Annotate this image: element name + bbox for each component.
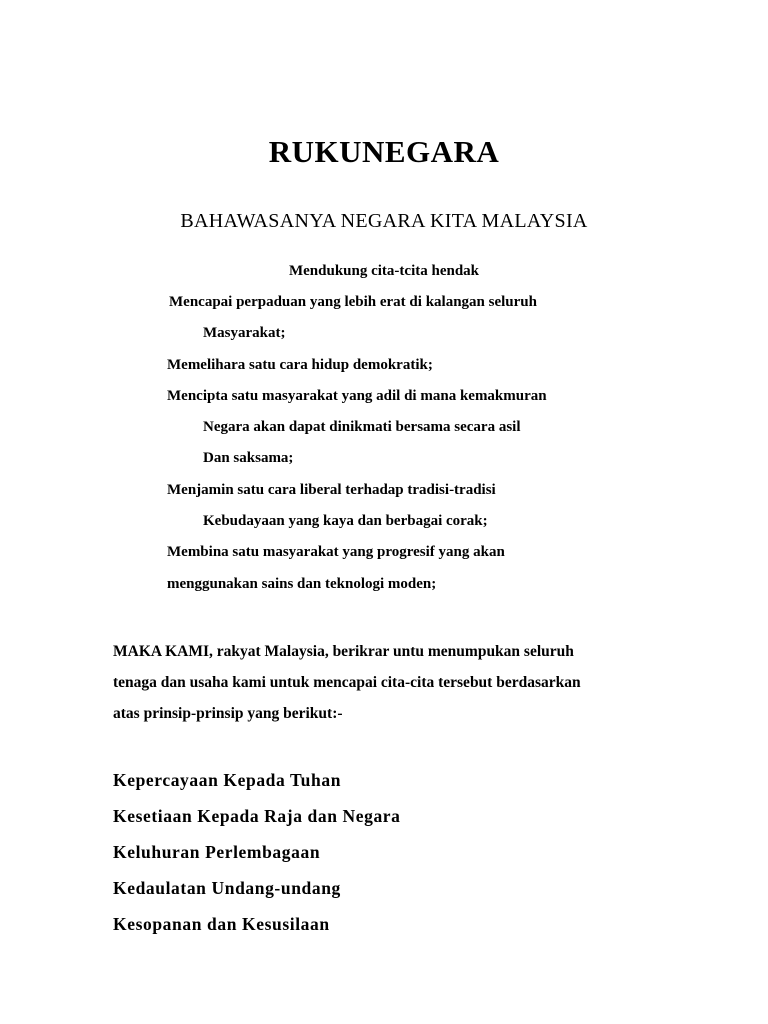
principle-item: Kedaulatan Undang-undang xyxy=(113,878,341,898)
principle-item: Kesopanan dan Kesusilaan xyxy=(113,914,330,934)
aim-line: menggunakan sains dan teknologi moden; xyxy=(167,576,437,592)
aim-line: Membina satu masyarakat yang progresif yang akan xyxy=(167,544,505,560)
aim-line: Menjamin satu cara liberal terhadap tradisi-tradisi xyxy=(167,482,496,498)
aim-line: Negara akan dapat dinikmati bersama secara asil xyxy=(203,419,521,435)
aim-line: Kebudayaan yang kaya dan berbagai corak; xyxy=(203,513,488,529)
intro-line: Mendukung cita-tcita hendak xyxy=(288,263,480,279)
aim-line: Memelihara satu cara hidup demokratik; xyxy=(167,357,433,373)
principle-item: Kepercayaan Kepada Tuhan xyxy=(113,770,342,790)
document-subtitle: BAHAWASANYA NEGARA KITA MALAYSIA xyxy=(180,210,588,232)
declaration-line: MAKA KAMI, rakyat Malaysia, berikrar untu menumpukan seluruh xyxy=(113,643,574,660)
principles-list xyxy=(113,762,401,942)
principle-item: Keluhuran Perlembagaan xyxy=(113,842,321,862)
document-title: RUKUNEGARA xyxy=(268,134,500,169)
declaration-line: tenaga dan usaha kami untuk mencapai cita-cita tersebut berdasarkan xyxy=(113,674,581,691)
declaration-line: atas prinsip-prinsip yang berikut:- xyxy=(113,705,343,722)
declaration-paragraph xyxy=(113,636,673,729)
aim-line: Masyarakat; xyxy=(203,325,286,341)
aim-line: Mencapai perpaduan yang lebih erat di kalangan seluruh xyxy=(169,294,537,310)
principle-item: Kesetiaan Kepada Raja dan Negara xyxy=(113,806,401,826)
aim-line: Dan saksama; xyxy=(203,450,294,466)
aim-line: Mencipta satu masyarakat yang adil di mana kemakmuran xyxy=(167,388,547,404)
